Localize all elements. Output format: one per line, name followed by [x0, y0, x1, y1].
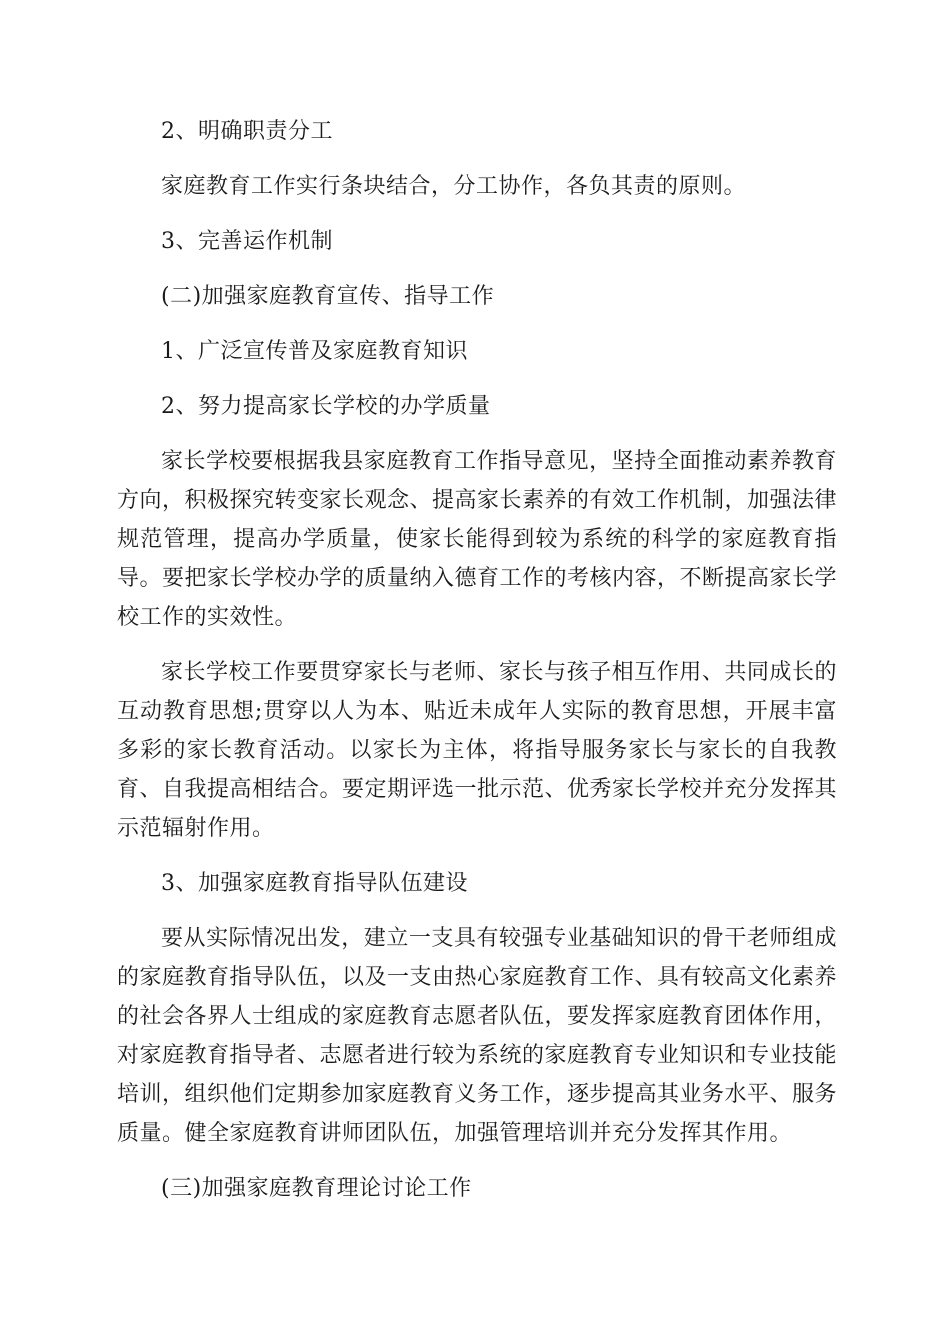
document-body [117, 112, 837, 1224]
subheading-school-quality: 2、努力提高家长学校的办学质量 [161, 394, 491, 419]
section-heading-theory-discussion: (三)加强家庭教育理论讨论工作 [161, 1176, 472, 1201]
paragraph-parent-school-guidance: 家长学校要根据我县家庭教育工作指导意见，坚持全面推动素养教育方向，积极探究转变家长观念、提高家长素养的有效工作机制，加强法律规范管理，提高办学质量，使家长能得到较为系统的科学的家庭教育指导。要把家长学校办学的质量纳入德育工作的考核内容，不断提高家长学校工作的实效性。 [117, 449, 838, 630]
paragraph-division-of-labor: 家庭教育工作实行条块结合，分工协作，各负其责的原则。 [161, 174, 747, 199]
subheading-improve-mechanism: 3、完善运作机制 [161, 229, 333, 254]
paragraph-parent-school-activities: 家长学校工作要贯穿家长与老师、家长与孩子相互作用、共同成长的互动教育思想;贯穿以人为本、贴近未成年人实际的教育思想，开展丰富多彩的家长教育活动。以家长为主体，将指导服务家长与家长的自我教育、自我提高相结合。要定期评选一批示范、优秀家长学校并充分发挥其示范辐射作用。 [117, 660, 838, 841]
subheading-guidance-team: 3、加强家庭教育指导队伍建设 [161, 871, 468, 896]
subheading-spread-knowledge: 1、广泛宣传普及家庭教育知识 [161, 339, 468, 364]
subheading-clarify-duties: 2、明确职责分工 [161, 119, 333, 144]
section-heading-publicity-guidance: (二)加强家庭教育宣传、指导工作 [161, 284, 495, 309]
paragraph-team-building: 要从实际情况出发，建立一支具有较强专业基础知识的骨干老师组成的家庭教育指导队伍，以及一支由热心家庭教育工作、具有较高文化素养的社会各界人士组成的家庭教育志愿者队伍，要发挥家庭教育团体作用，对家庭教育指导者、志愿者进行较为系统的家庭教育专业知识和专业技能培训，组织他们定期参加家庭教育义务工作，逐步提高其业务水平、服务质量。健全家庭教育讲师团队伍，加强管理培训并充分发挥其作用。 [117, 926, 838, 1146]
